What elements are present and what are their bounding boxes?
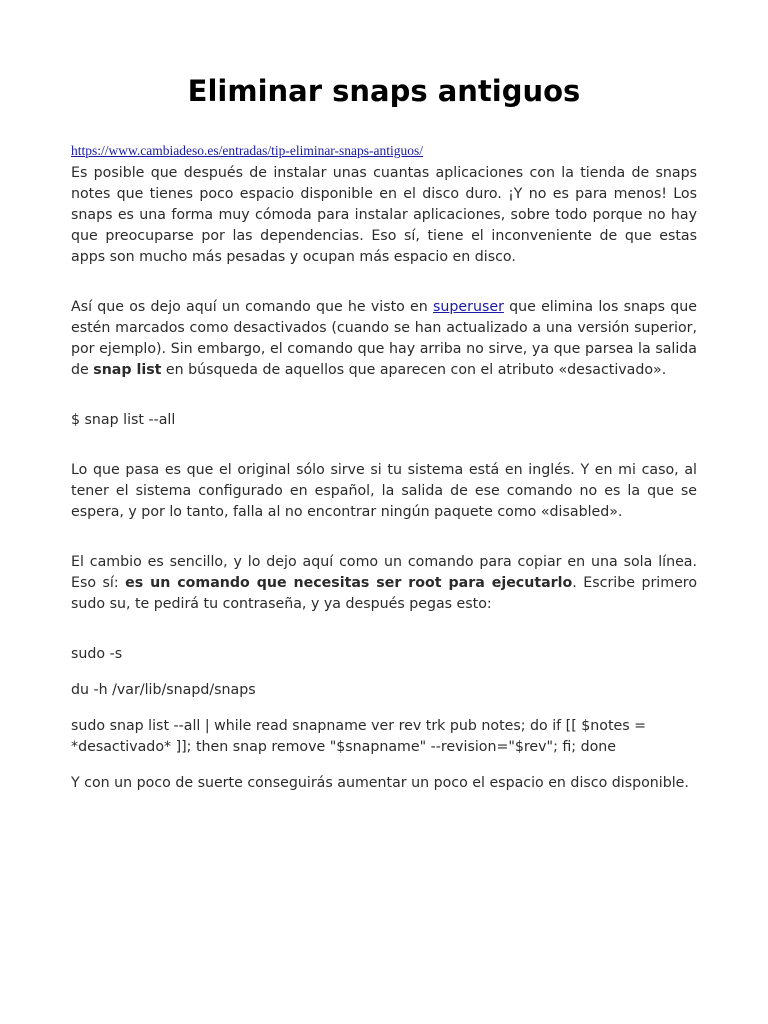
paragraph-text: en búsqueda de aquellos que aparecen con el atributo «desactivado». <box>161 362 667 378</box>
command-sudo: sudo -s <box>71 646 123 662</box>
page-title: Eliminar snaps antiguos <box>187 74 581 108</box>
paragraph-intro: Es posible que después de instalar unas cuantas aplicaciones con la tienda de snaps notes que tienes poco espacio disponible en el disco duro. ¡Y no es para menos! Los snaps es una forma muy cómoda para instalar aplicaciones, sobre todo porque no hay que preocuparse por las dependencias. Eso sí, tiene el inconveniente de que estas apps son mucho más pesadas y ocupan más espacio en disco. <box>71 165 697 265</box>
paragraph-text: . Escribe primero sudo su, te pedirá tu contraseña, y ya después pegas esto: <box>71 575 697 612</box>
command-snap-list: $ snap list --all <box>71 412 176 428</box>
bold-snap-list: snap list <box>93 362 162 378</box>
paragraph-text: El cambio es sencillo, y lo dejo aquí como un comando para copiar en una sola línea. Eso sí: <box>71 554 697 591</box>
paragraph-command-intro <box>71 297 697 381</box>
bold-root-warning: es un comando que necesitas ser root para ejecutarlo <box>125 575 573 591</box>
command-snap-remove: sudo snap list --all | while read snapname ver rev trk pub notes; do if [[ $notes = *desactivado* ]]; then snap remove "$snapname" --revision="$rev"; fi; done <box>71 718 647 755</box>
paragraph-language-issue: Lo que pasa es que el original sólo sirve si tu sistema está en inglés. Y en mi caso, al tener el sistema configurado en español, la salida de ese comando no es la que se espera, y por lo tanto, falla al no encontrar ningún paquete como «disabled». <box>71 462 697 520</box>
paragraph-text: Así que os dejo aquí un comando que he visto en <box>71 299 433 315</box>
paragraph-root-note <box>71 552 697 615</box>
paragraph-text: que elimina los snaps que estén marcados como desactivados (cuando se han actualizado a una versión superior, por ejemplo). Sin embargo, el comando que hay arriba no sirve, ya que parsea la salida de <box>71 299 697 378</box>
superuser-link[interactable]: superuser <box>433 299 504 315</box>
paragraph-conclusion: Y con un poco de suerte conseguirás aumentar un poco el espacio en disco disponible. <box>71 775 689 791</box>
command-du: du -h /var/lib/snapd/snaps <box>71 682 256 698</box>
source-url-link[interactable]: https://www.cambiadeso.es/entradas/tip-eliminar-snaps-antiguos/ <box>71 143 424 158</box>
